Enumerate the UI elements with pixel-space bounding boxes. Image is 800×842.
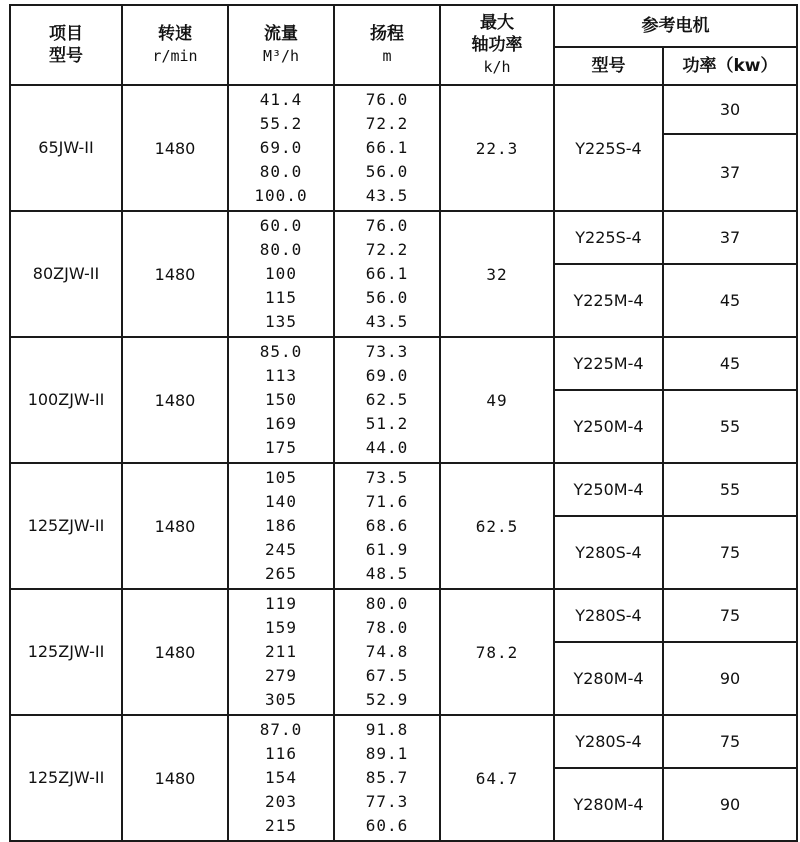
row4-flow-1: 105 xyxy=(265,468,297,487)
row4-head-1: 73.5 xyxy=(365,468,409,487)
row1-head-4: 56.0 xyxy=(365,162,409,181)
row1-shaft-power: 22.3 xyxy=(440,85,554,211)
row5-motor-model-1: Y280S-4 xyxy=(554,589,663,642)
row5-motor-power-1: 75 xyxy=(663,589,797,642)
header-shaft-power-line1: 最大 xyxy=(480,13,514,33)
row6-head-5: 60.6 xyxy=(365,816,409,835)
row5-flow-3: 211 xyxy=(265,642,297,661)
row4-motor-power-1: 55 xyxy=(663,463,797,516)
header-model-line1: 项目 xyxy=(49,24,83,44)
header-shaft-power-unit: k/h xyxy=(483,58,511,76)
row6-head-2: 89.1 xyxy=(365,744,409,763)
row1-model: 65JW-II xyxy=(10,85,122,211)
row5-head-1: 80.0 xyxy=(365,594,409,613)
row5-motor-model-2: Y280M-4 xyxy=(554,642,663,716)
row6-shaft-power: 64.7 xyxy=(440,715,554,841)
row1-head-2: 72.2 xyxy=(365,114,409,133)
row6-flow-4: 203 xyxy=(265,792,297,811)
row1-flow-5: 100.0 xyxy=(254,186,308,205)
row4-flow xyxy=(228,463,334,589)
row4-flow-2: 140 xyxy=(265,492,297,511)
row1-head-1: 76.0 xyxy=(365,90,409,109)
row5-speed: 1480 xyxy=(122,589,228,715)
row2-motor-model-1: Y225S-4 xyxy=(554,211,663,264)
row4-flow-4: 245 xyxy=(265,540,297,559)
row3-motor-power-2: 55 xyxy=(663,390,797,464)
header-head-label: 扬程 xyxy=(370,24,404,44)
row5-head xyxy=(334,589,440,715)
row6-motor-model-1: Y280S-4 xyxy=(554,715,663,768)
row6-speed: 1480 xyxy=(122,715,228,841)
row2-head-2: 72.2 xyxy=(365,240,409,259)
header-speed xyxy=(122,5,228,85)
row6-head-4: 77.3 xyxy=(365,792,409,811)
row2-motor-power-1: 37 xyxy=(663,211,797,264)
row5-flow xyxy=(228,589,334,715)
row2-motor-model-2: Y225M-4 xyxy=(554,264,663,338)
row6-head-1: 91.8 xyxy=(365,720,409,739)
header-shaft-power-line2: 轴功率 xyxy=(471,35,523,55)
row4-flow-5: 265 xyxy=(265,564,297,583)
row2-head-5: 43.5 xyxy=(365,312,409,331)
row2-speed: 1480 xyxy=(122,211,228,337)
header-model xyxy=(10,5,122,85)
row6-model: 125ZJW-II xyxy=(10,715,122,841)
row1-flow-3: 69.0 xyxy=(259,138,303,157)
row3-shaft-power: 49 xyxy=(440,337,554,463)
row1-flow-2: 55.2 xyxy=(259,114,303,133)
row5-head-5: 52.9 xyxy=(365,690,409,709)
row6-head-3: 85.7 xyxy=(365,768,409,787)
row4-flow-3: 186 xyxy=(265,516,297,535)
row5-head-3: 74.8 xyxy=(365,642,409,661)
row5-flow-2: 159 xyxy=(265,618,297,637)
row2-flow-4: 115 xyxy=(265,288,297,307)
row1-head-5: 43.5 xyxy=(365,186,409,205)
row2-flow-2: 80.0 xyxy=(259,240,303,259)
row5-flow-1: 119 xyxy=(265,594,297,613)
row4-head xyxy=(334,463,440,589)
row3-motor-power-1: 45 xyxy=(663,337,797,390)
row3-head-5: 44.0 xyxy=(365,438,409,457)
row1-motor-power-1: 30 xyxy=(663,85,797,134)
header-motor-group: 参考电机 xyxy=(554,5,797,47)
row1-flow-4: 80.0 xyxy=(259,162,303,181)
row6-head xyxy=(334,715,440,841)
row3-motor-model-2: Y250M-4 xyxy=(554,390,663,464)
header-flow xyxy=(228,5,334,85)
row3-head-2: 69.0 xyxy=(365,366,409,385)
row4-head-4: 61.9 xyxy=(365,540,409,559)
row3-flow-4: 169 xyxy=(265,414,297,433)
row5-shaft-power: 78.2 xyxy=(440,589,554,715)
row2-flow-3: 100 xyxy=(265,264,297,283)
row4-head-2: 71.6 xyxy=(365,492,409,511)
row3-head-1: 73.3 xyxy=(365,342,409,361)
row4-model: 125ZJW-II xyxy=(10,463,122,589)
row2-head-1: 76.0 xyxy=(365,216,409,235)
row1-motor-power-2: 37 xyxy=(663,134,797,211)
row4-shaft-power: 62.5 xyxy=(440,463,554,589)
row3-speed: 1480 xyxy=(122,337,228,463)
row2-head-4: 56.0 xyxy=(365,288,409,307)
row5-motor-power-2: 90 xyxy=(663,642,797,716)
row3-flow-3: 150 xyxy=(265,390,297,409)
header-model-line2: 型号 xyxy=(49,46,83,66)
row1-speed: 1480 xyxy=(122,85,228,211)
header-speed-label: 转速 xyxy=(158,24,192,44)
row4-motor-model-1: Y250M-4 xyxy=(554,463,663,516)
row3-motor-model-1: Y225M-4 xyxy=(554,337,663,390)
row3-flow-2: 113 xyxy=(265,366,297,385)
row5-flow-5: 305 xyxy=(265,690,297,709)
row1-head xyxy=(334,85,440,211)
header-motor-model: 型号 xyxy=(554,47,663,85)
row3-head-4: 51.2 xyxy=(365,414,409,433)
row2-flow xyxy=(228,211,334,337)
row2-model: 80ZJW-II xyxy=(10,211,122,337)
header-flow-unit: M³/h xyxy=(262,47,300,65)
row1-motor-model: Y225S-4 xyxy=(554,85,663,211)
row5-flow-4: 279 xyxy=(265,666,297,685)
row3-model: 100ZJW-II xyxy=(10,337,122,463)
row3-head xyxy=(334,337,440,463)
row4-head-5: 48.5 xyxy=(365,564,409,583)
row6-flow-1: 87.0 xyxy=(259,720,303,739)
row1-flow xyxy=(228,85,334,211)
row5-model: 125ZJW-II xyxy=(10,589,122,715)
row6-motor-power-1: 75 xyxy=(663,715,797,768)
row6-flow-2: 116 xyxy=(265,744,297,763)
row6-flow-3: 154 xyxy=(265,768,297,787)
row2-flow-5: 135 xyxy=(265,312,297,331)
row4-motor-power-2: 75 xyxy=(663,516,797,590)
row2-head xyxy=(334,211,440,337)
header-head xyxy=(334,5,440,85)
row5-head-4: 67.5 xyxy=(365,666,409,685)
header-flow-label: 流量 xyxy=(264,24,298,44)
row3-flow-5: 175 xyxy=(265,438,297,457)
row2-shaft-power: 32 xyxy=(440,211,554,337)
header-shaft-power xyxy=(440,5,554,85)
row1-head-3: 66.1 xyxy=(365,138,409,157)
row2-flow-1: 60.0 xyxy=(259,216,303,235)
row5-head-2: 78.0 xyxy=(365,618,409,637)
row6-flow xyxy=(228,715,334,841)
row2-head-3: 66.1 xyxy=(365,264,409,283)
pump-spec-table xyxy=(9,4,798,842)
row3-head-3: 62.5 xyxy=(365,390,409,409)
row6-motor-power-2: 90 xyxy=(663,768,797,842)
header-head-unit: m xyxy=(382,47,392,65)
row6-motor-model-2: Y280M-4 xyxy=(554,768,663,842)
header-speed-unit: r/min xyxy=(152,47,198,65)
row4-head-3: 68.6 xyxy=(365,516,409,535)
row4-motor-model-2: Y280S-4 xyxy=(554,516,663,590)
row1-flow-1: 41.4 xyxy=(259,90,303,109)
row3-flow xyxy=(228,337,334,463)
row6-flow-5: 215 xyxy=(265,816,297,835)
row3-flow-1: 85.0 xyxy=(259,342,303,361)
row4-speed: 1480 xyxy=(122,463,228,589)
header-motor-power: 功率（kw） xyxy=(663,47,797,85)
row2-motor-power-2: 45 xyxy=(663,264,797,338)
